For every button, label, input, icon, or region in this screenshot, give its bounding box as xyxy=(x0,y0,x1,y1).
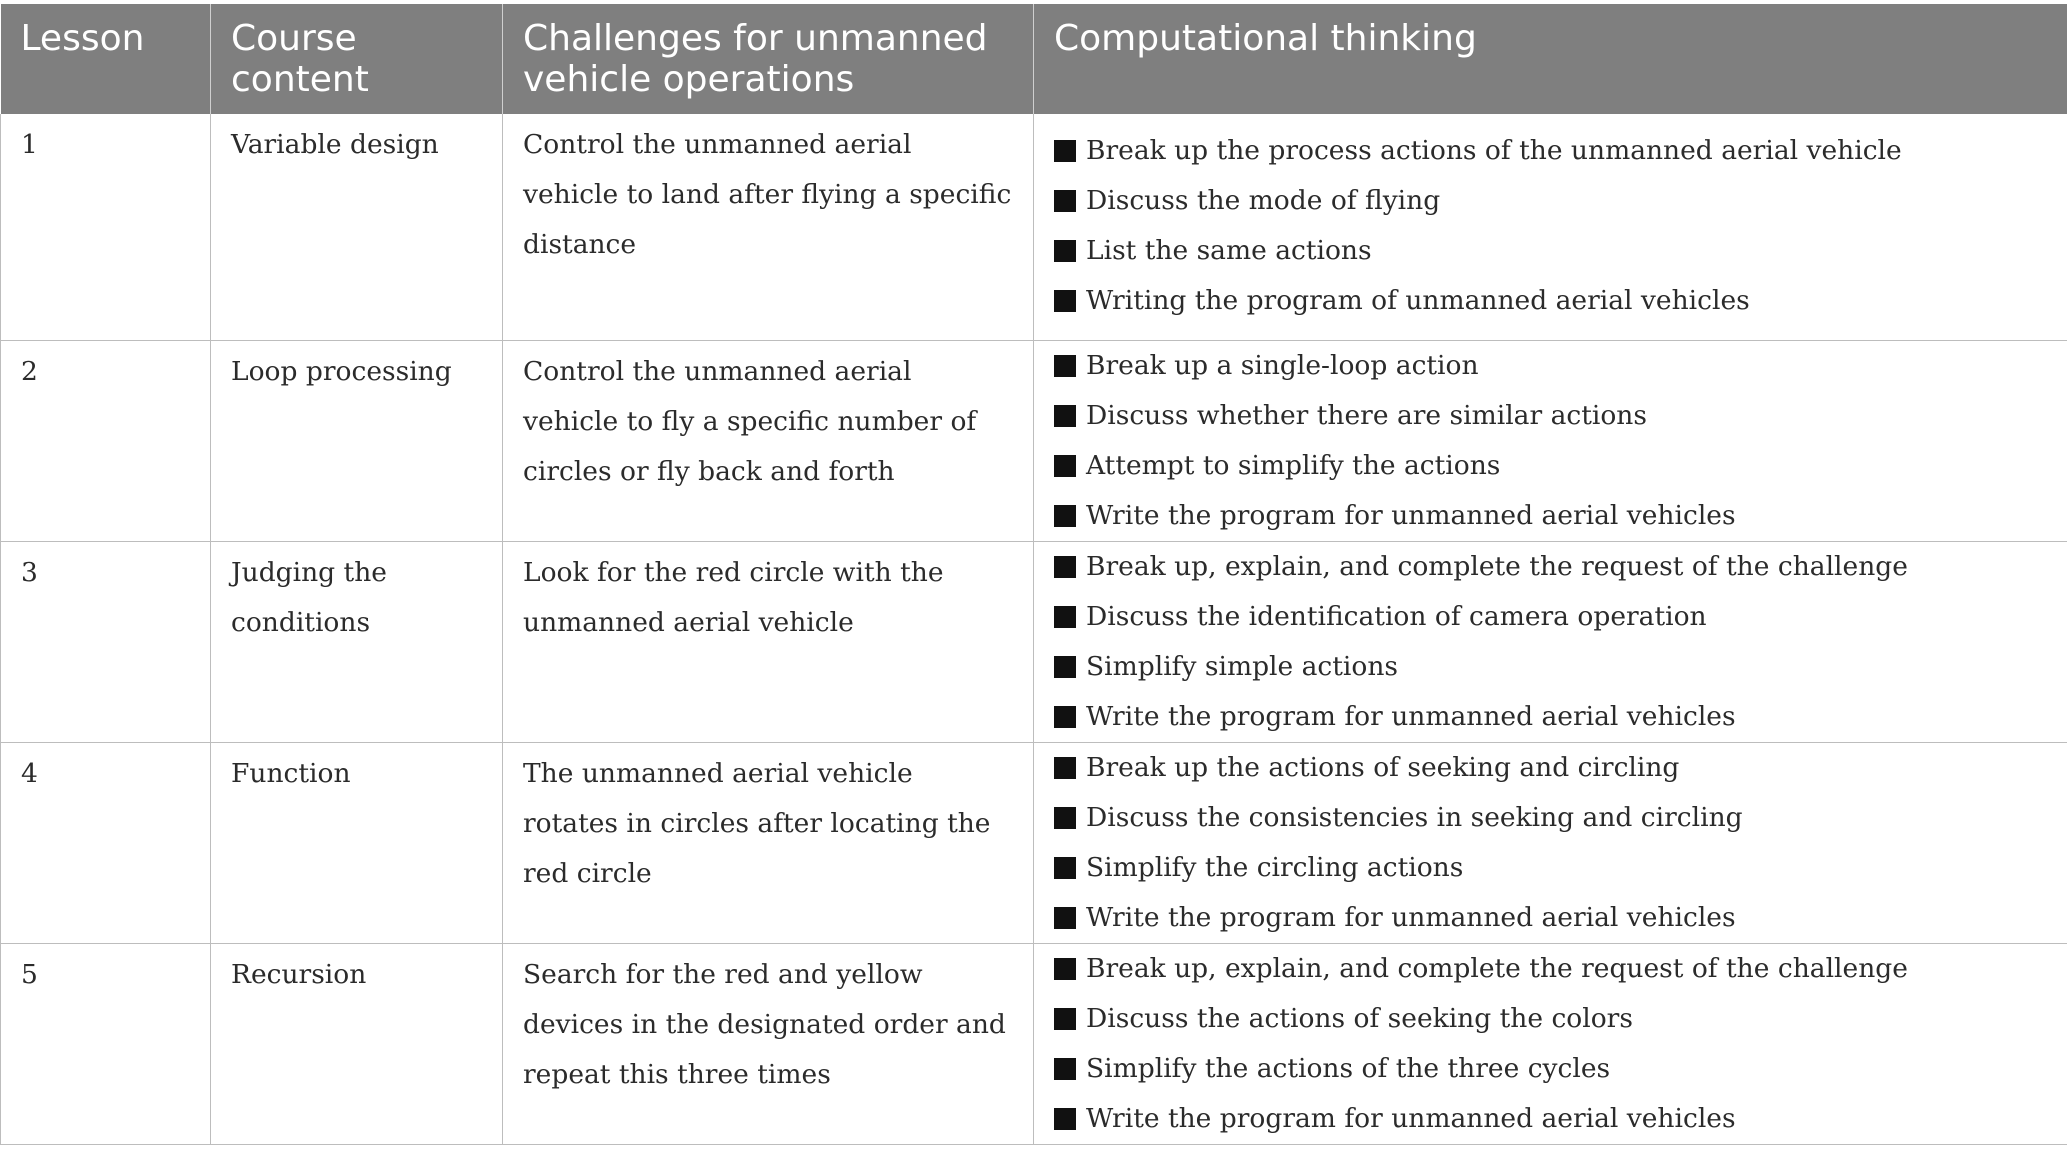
thinking-cell xyxy=(1034,340,2067,541)
thinking-item-text: Discuss the actions of seeking the colors xyxy=(1086,1002,1633,1034)
thinking-item-text: Discuss the consistencies in seeking and circling xyxy=(1086,801,1743,833)
square-bullet-icon xyxy=(1054,1108,1076,1130)
thinking-item xyxy=(1054,793,2047,843)
thinking-cell xyxy=(1034,541,2067,742)
thinking-item-text: List the same actions xyxy=(1086,235,1372,266)
square-bullet-icon xyxy=(1054,606,1076,628)
thinking-item xyxy=(1054,126,2047,176)
thinking-item-text: Break up, explain, and complete the request of the challenge xyxy=(1086,952,1908,984)
course-content-cell xyxy=(211,541,503,742)
square-bullet-icon xyxy=(1054,1008,1076,1030)
thinking-list xyxy=(1054,944,2047,1144)
thinking-item xyxy=(1054,542,2047,592)
course-content: Variable design xyxy=(231,129,439,160)
table-row xyxy=(1,541,2067,742)
thinking-item-text: Discuss the mode of flying xyxy=(1086,185,1441,216)
thinking-item-text: Discuss the identification of camera operation xyxy=(1086,600,1707,632)
challenge-text: Search for the red and yellow devices in the designated order and repeat this three times xyxy=(523,958,1006,1090)
course-content-cell xyxy=(211,742,503,943)
challenge-text: The unmanned aerial vehicle rotates in circles after locating the red circle xyxy=(523,757,991,889)
table-row xyxy=(1,943,2067,1144)
course-content-cell xyxy=(211,943,503,1144)
thinking-item xyxy=(1054,592,2047,642)
square-bullet-icon xyxy=(1054,857,1076,879)
thinking-item xyxy=(1054,176,2047,226)
lesson-number-cell xyxy=(1,340,211,541)
thinking-cell xyxy=(1034,943,2067,1144)
thinking-item-text: Break up the actions of seeking and circling xyxy=(1086,751,1680,783)
thinking-item xyxy=(1054,994,2047,1044)
thinking-cell xyxy=(1034,742,2067,943)
thinking-item-text: Break up, explain, and complete the request of the challenge xyxy=(1086,550,1908,582)
square-bullet-icon xyxy=(1054,240,1076,262)
lesson-number: 3 xyxy=(21,556,38,588)
challenge-text: Look for the red circle with the unmanned aerial vehicle xyxy=(523,556,944,638)
square-bullet-icon xyxy=(1054,757,1076,779)
lesson-number-cell xyxy=(1,943,211,1144)
thinking-item-text: Write the program for unmanned aerial vehicles xyxy=(1086,1102,1736,1134)
challenge-cell xyxy=(503,541,1034,742)
challenge-cell xyxy=(503,114,1034,340)
thinking-list xyxy=(1054,743,2047,943)
table-header xyxy=(1,4,2067,114)
square-bullet-icon xyxy=(1054,907,1076,929)
thinking-item xyxy=(1054,226,2047,276)
header-row xyxy=(1,4,2067,114)
thinking-item xyxy=(1054,391,2047,441)
square-bullet-icon xyxy=(1054,140,1076,162)
thinking-item-text: Simplify the circling actions xyxy=(1086,851,1464,883)
thinking-item-text: Write the program for unmanned aerial vehicles xyxy=(1086,901,1736,933)
thinking-list xyxy=(1054,341,2047,541)
challenge-cell xyxy=(503,742,1034,943)
thinking-list xyxy=(1054,114,2047,326)
header-course-content: Course content xyxy=(211,4,503,114)
challenge-text: Control the unmanned aerial vehicle to fly a specific number of circles or fly back and forth xyxy=(523,355,977,487)
square-bullet-icon xyxy=(1054,355,1076,377)
course-content-cell xyxy=(211,340,503,541)
thinking-item-text: Write the program for unmanned aerial vehicles xyxy=(1086,499,1736,531)
square-bullet-icon xyxy=(1054,807,1076,829)
thinking-item-text: Simplify simple actions xyxy=(1086,650,1399,682)
challenge-cell xyxy=(503,340,1034,541)
thinking-item-text: Attempt to simplify the actions xyxy=(1086,449,1501,481)
thinking-item xyxy=(1054,743,2047,793)
square-bullet-icon xyxy=(1054,958,1076,980)
square-bullet-icon xyxy=(1054,405,1076,427)
course-content: Recursion xyxy=(231,958,367,990)
course-content: Judging the conditions xyxy=(231,556,387,638)
lesson-table xyxy=(0,4,2067,1145)
lesson-number: 2 xyxy=(21,355,38,387)
lesson-number: 1 xyxy=(21,129,38,160)
thinking-item xyxy=(1054,1094,2047,1144)
thinking-item xyxy=(1054,843,2047,893)
table-row xyxy=(1,742,2067,943)
thinking-item-text: Write the program for unmanned aerial vehicles xyxy=(1086,700,1736,732)
thinking-item xyxy=(1054,491,2047,541)
table-row xyxy=(1,114,2067,340)
thinking-item xyxy=(1054,642,2047,692)
thinking-item xyxy=(1054,944,2047,994)
thinking-item xyxy=(1054,276,2047,326)
thinking-item xyxy=(1054,341,2047,391)
challenge-cell xyxy=(503,943,1034,1144)
thinking-list xyxy=(1054,542,2047,742)
thinking-item xyxy=(1054,1044,2047,1094)
square-bullet-icon xyxy=(1054,556,1076,578)
lesson-number-cell xyxy=(1,742,211,943)
table-body xyxy=(1,114,2067,1144)
thinking-item-text: Discuss whether there are similar actions xyxy=(1086,399,1647,431)
lesson-number: 5 xyxy=(21,958,38,990)
thinking-item xyxy=(1054,441,2047,491)
thinking-item xyxy=(1054,893,2047,943)
square-bullet-icon xyxy=(1054,505,1076,527)
challenge-text: Control the unmanned aerial vehicle to land after flying a specific distance xyxy=(523,129,1012,260)
square-bullet-icon xyxy=(1054,1058,1076,1080)
thinking-item-text: Break up the process actions of the unmanned aerial vehicle xyxy=(1086,135,1902,166)
table-row xyxy=(1,340,2067,541)
lesson-number: 4 xyxy=(21,757,38,789)
thinking-item xyxy=(1054,692,2047,742)
thinking-item-text: Simplify the actions of the three cycles xyxy=(1086,1052,1611,1084)
square-bullet-icon xyxy=(1054,706,1076,728)
square-bullet-icon xyxy=(1054,656,1076,678)
square-bullet-icon xyxy=(1054,290,1076,312)
course-content-cell xyxy=(211,114,503,340)
course-content: Function xyxy=(231,757,351,789)
lesson-number-cell xyxy=(1,114,211,340)
header-lesson: Lesson xyxy=(1,4,211,114)
header-challenges: Challenges for unmanned vehicle operations xyxy=(503,4,1034,114)
lesson-table-container xyxy=(0,4,2067,1145)
thinking-item-text: Writing the program of unmanned aerial vehicles xyxy=(1086,285,1750,316)
header-computational-thinking: Computational thinking xyxy=(1034,4,2067,114)
square-bullet-icon xyxy=(1054,190,1076,212)
square-bullet-icon xyxy=(1054,455,1076,477)
course-content: Loop processing xyxy=(231,355,452,387)
lesson-number-cell xyxy=(1,541,211,742)
thinking-cell xyxy=(1034,114,2067,340)
thinking-item-text: Break up a single-loop action xyxy=(1086,349,1479,381)
